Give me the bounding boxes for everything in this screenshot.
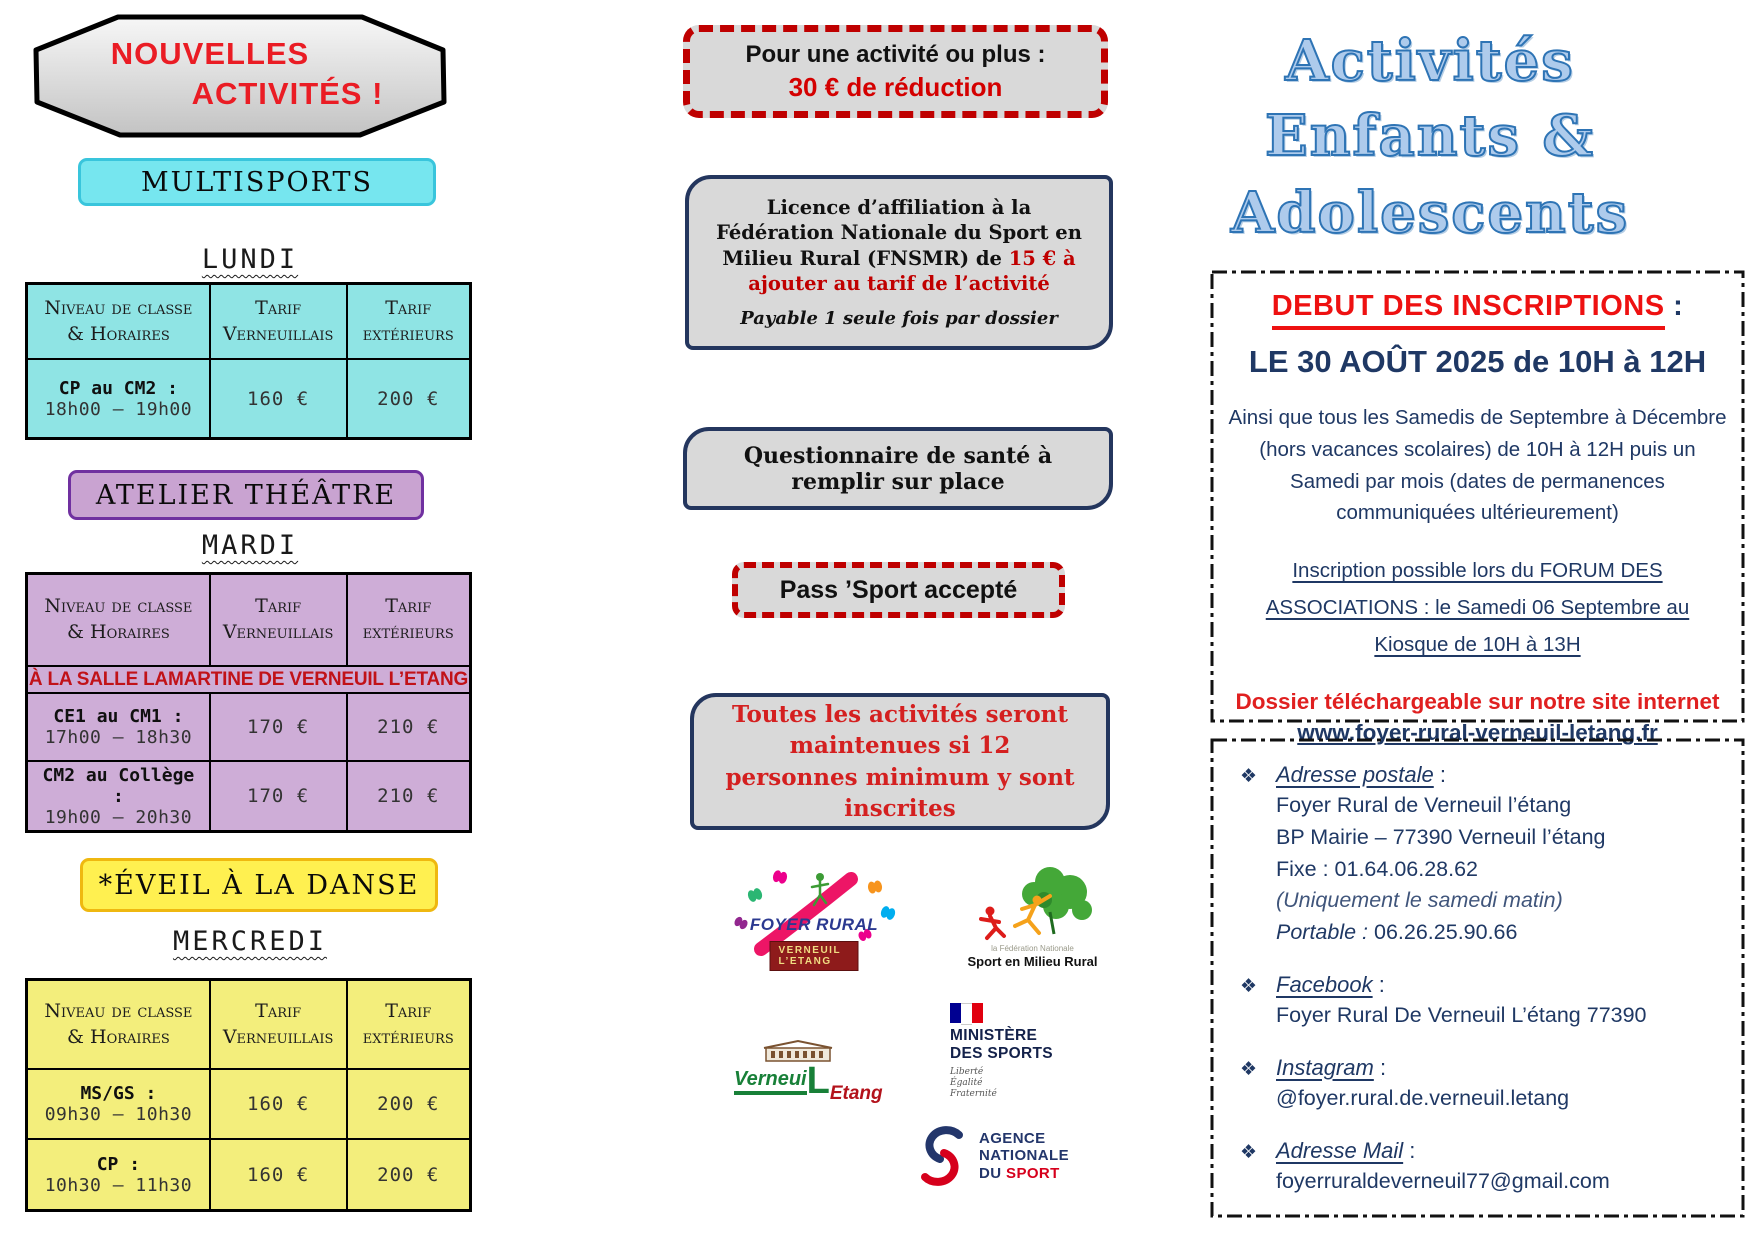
facebook-value[interactable]: Foyer Rural De Verneuil L’étang 77390: [1276, 1002, 1647, 1027]
verneuil-logo-letter: L: [806, 1060, 830, 1102]
adresse-postale-label: Adresse postale: [1276, 762, 1434, 787]
theatre-title: ATELIER THÉÂTRE: [68, 470, 424, 520]
fnsmr-logo-small-text: la Fédération Nationale: [991, 944, 1074, 953]
table-cell-price: [346, 358, 469, 437]
table-cell-price: [346, 760, 469, 830]
level-text: CP :: [96, 1153, 141, 1175]
phone-fixe: Fixe : 01.64.06.28.62: [1276, 856, 1479, 881]
header-niveau: [28, 575, 209, 665]
ans-line-2: NATIONALE: [979, 1147, 1069, 1165]
verneuil-logo-word2: Etang: [829, 1083, 883, 1104]
danse-day: MERCREDI: [172, 926, 328, 957]
price-text: 160 €: [247, 1093, 310, 1115]
fnsmr-logo: [950, 860, 1115, 975]
ministere-line-1: MINISTÈRE: [950, 1027, 1038, 1044]
time-text: 18h00 – 19h00: [44, 398, 193, 420]
table-cell-price: [209, 358, 346, 437]
contact-item-mail: [1240, 1138, 1729, 1196]
table-cell-level: [28, 358, 209, 437]
table-cell-price: [209, 1138, 346, 1209]
page-title-line-3: Adolescents: [1230, 180, 1630, 246]
licence-text-black: Licence d’affiliation à la Fédération Nationale du Sport en Milieu Rural (FNSMR) de: [716, 196, 1082, 270]
adresse-note: (Uniquement le samedi matin): [1276, 888, 1563, 913]
header-text: Niveau de classe: [44, 296, 193, 319]
header-text: & Horaires: [67, 1025, 170, 1048]
foyer-rural-logo: [725, 865, 903, 967]
inscriptions-paragraph-2: Inscription possible lors du FORUM DES ASSOCIATIONS : le Samedi 06 Septembre au Kiosque de 10H à 13H: [1265, 559, 1690, 656]
page-title-line-2: Enfants &: [1265, 103, 1595, 169]
instagram-label: Instagram: [1276, 1054, 1374, 1080]
table-cell-price: [209, 1068, 346, 1138]
time-text: 09h30 – 10h30: [44, 1104, 193, 1125]
contact-item-facebook: [1240, 972, 1729, 1030]
discount-line-1: Pour une activité ou plus :: [745, 40, 1046, 68]
header-niveau: [28, 285, 209, 358]
fnsmr-logo-main-text: Sport en Milieu Rural: [967, 954, 1098, 969]
header-text: Tarif: [385, 595, 432, 618]
website-link[interactable]: www.foyer-rural-verneuil-letang.fr: [1297, 720, 1658, 746]
table-cell-price: [209, 760, 346, 830]
price-text: 170 €: [247, 716, 310, 738]
ans-line-3-accent: SPORT: [1006, 1164, 1060, 1182]
table-cell-level: [28, 692, 209, 760]
diamond-bullet-icon: ❖: [1240, 1057, 1258, 1080]
facebook-label: Facebook: [1276, 971, 1373, 997]
header-text: Tarif: [255, 999, 302, 1022]
ans-line-1: AGENCE: [979, 1130, 1046, 1148]
price-text: 200 €: [377, 387, 440, 410]
ministere-sports-logo: [950, 1003, 1082, 1100]
danse-price-table: [25, 978, 472, 1212]
header-text: Tarif: [255, 595, 302, 618]
ans-line-3-prefix: DU: [979, 1164, 1007, 1182]
discount-box: [683, 25, 1108, 118]
portable-label: Portable :: [1276, 920, 1374, 945]
multisports-price-table: [25, 282, 472, 440]
price-text: 210 €: [377, 716, 440, 738]
header-text: & Horaires: [67, 621, 170, 643]
mail-label: Adresse Mail: [1276, 1137, 1404, 1163]
mail-value[interactable]: foyerruraldeverneuil77@gmail.com: [1276, 1168, 1610, 1193]
header-text: Verneuillais: [222, 322, 334, 345]
header-tarif-verneuillais: [209, 575, 346, 665]
level-text: CM2 au Collège :: [42, 764, 195, 807]
header-text: Verneuillais: [222, 1025, 334, 1048]
price-text: 160 €: [247, 387, 310, 410]
header-tarif-exterieurs: [346, 575, 469, 665]
ministere-line-2: DES SPORTS: [950, 1044, 1053, 1062]
danse-title: *ÉVEIL À LA DANSE: [80, 858, 438, 912]
header-text: extérieurs: [362, 1025, 454, 1048]
level-text: MS/GS :: [80, 1083, 157, 1104]
price-text: 170 €: [247, 785, 310, 807]
theatre-day: MARDI: [201, 530, 299, 561]
verneuil-letang-logo: [728, 1038, 888, 1108]
pass-sport-box: Pass ’Sport accepté: [732, 562, 1065, 618]
page-title-line-1: Activités: [1285, 28, 1575, 94]
table-cell-level: [28, 1138, 209, 1209]
adresse-line-2: BP Mairie – 77390 Verneuil l’étang: [1276, 824, 1606, 849]
price-text: 210 €: [377, 785, 440, 807]
contact-box: [1210, 738, 1745, 1218]
header-text: & Horaires: [67, 322, 170, 345]
header-tarif-exterieurs: [346, 981, 469, 1068]
diamond-bullet-icon: ❖: [1240, 765, 1258, 787]
agence-nationale-sport-logo: [913, 1120, 1095, 1192]
inscriptions-paragraph-1: Ainsi que tous les Samedis de Septembre à Décembre (hors vacances scolaires) de 10H à 12H puis un Samedi par mois (dates de permanences communiquées ultérieurement): [1228, 406, 1727, 525]
header-text: extérieurs: [362, 322, 454, 345]
licence-text-red: 15 € à ajouter au tarif de l’activité: [748, 246, 1076, 296]
table-cell-level: [28, 1068, 209, 1138]
time-text: 17h00 – 18h30: [44, 727, 193, 748]
label-colon: :: [1372, 971, 1385, 997]
foyer-rural-logo-name: FOYER RURAL: [749, 915, 879, 934]
header-tarif-verneuillais: [209, 981, 346, 1068]
discount-line-2: 30 € de réduction: [788, 71, 1003, 102]
motto-egalite: Égalité: [950, 1077, 983, 1088]
contact-item-instagram: [1240, 1055, 1729, 1113]
nouvelles-activites-banner: [30, 12, 450, 140]
level-text: CE1 au CM1 :: [53, 706, 184, 727]
licence-note: Payable 1 seule fois par dossier: [740, 308, 1058, 330]
multisports-day: LUNDI: [201, 244, 299, 275]
motto-liberte: Liberté: [950, 1066, 984, 1077]
label-colon: :: [1403, 1137, 1416, 1163]
french-flag-icon: [950, 1003, 983, 1023]
contact-item-adresse-postale: [1240, 762, 1729, 947]
price-text: 200 €: [377, 1093, 440, 1115]
header-text: Tarif: [255, 296, 302, 319]
dossier-text: Dossier téléchargeable sur notre site internet: [1235, 688, 1720, 714]
label-colon: :: [1433, 762, 1446, 787]
time-text: 19h00 – 20h30: [44, 806, 193, 828]
label-colon: :: [1373, 1054, 1387, 1080]
time-text: 10h30 – 11h30: [44, 1174, 193, 1196]
multisports-title: MULTISPORTS: [78, 158, 436, 206]
licence-box: [685, 175, 1113, 350]
table-cell-price: [346, 1138, 469, 1209]
questionnaire-box: Questionnaire de santé à remplir sur place: [683, 427, 1113, 510]
header-text: Verneuillais: [222, 621, 334, 643]
adresse-line-1: Foyer Rural de Verneuil l’étang: [1276, 793, 1572, 817]
foyer-rural-logo-sub: VERNEUIL L’ETANG: [770, 941, 859, 971]
inscriptions-date: LE 30 AOÛT 2025 de 10H à 12H: [1248, 344, 1707, 379]
table-cell-price: [209, 692, 346, 760]
table-cell-price: [346, 1068, 469, 1138]
price-text: 200 €: [377, 1163, 440, 1186]
price-text: 160 €: [247, 1163, 310, 1186]
banner-line-1: NOUVELLES: [110, 36, 310, 71]
header-niveau: [28, 981, 209, 1068]
header-text: Tarif: [385, 999, 432, 1022]
inscriptions-box: [1210, 270, 1745, 746]
theatre-price-table: [25, 572, 472, 833]
inscriptions-heading-colon: :: [1664, 290, 1684, 322]
header-tarif-exterieurs: [346, 285, 469, 358]
diamond-bullet-icon: ❖: [1240, 1140, 1258, 1163]
ans-s-mark-icon: [913, 1123, 971, 1189]
header-text: extérieurs: [362, 621, 454, 643]
banner-line-2: ACTIVITÉS !: [191, 76, 384, 111]
location-banner: À LA SALLE LAMARTINE DE VERNEUIL L’ETANG: [28, 665, 469, 692]
inscriptions-heading: DEBUT DES INSCRIPTIONS: [1272, 290, 1665, 330]
verneuil-logo-word1: Verneui: [734, 1068, 807, 1095]
table-cell-price: [346, 692, 469, 760]
header-text: Niveau de classe: [44, 999, 193, 1022]
table-cell-level: [28, 760, 209, 830]
header-text: Niveau de classe: [44, 595, 193, 618]
header-text: Tarif: [385, 296, 432, 319]
phone-portable: 06.26.25.90.66: [1374, 920, 1518, 945]
header-tarif-verneuillais: [209, 285, 346, 358]
diamond-bullet-icon: ❖: [1240, 974, 1258, 997]
level-text: CP au CM2 :: [58, 377, 178, 399]
maintien-box: Toutes les activités seront maintenues si 12 personnes minimum y sont inscrites: [690, 693, 1110, 830]
instagram-value[interactable]: @foyer.rural.de.verneuil.letang: [1276, 1085, 1570, 1110]
motto-fraternite: Fraternité: [950, 1089, 997, 1100]
